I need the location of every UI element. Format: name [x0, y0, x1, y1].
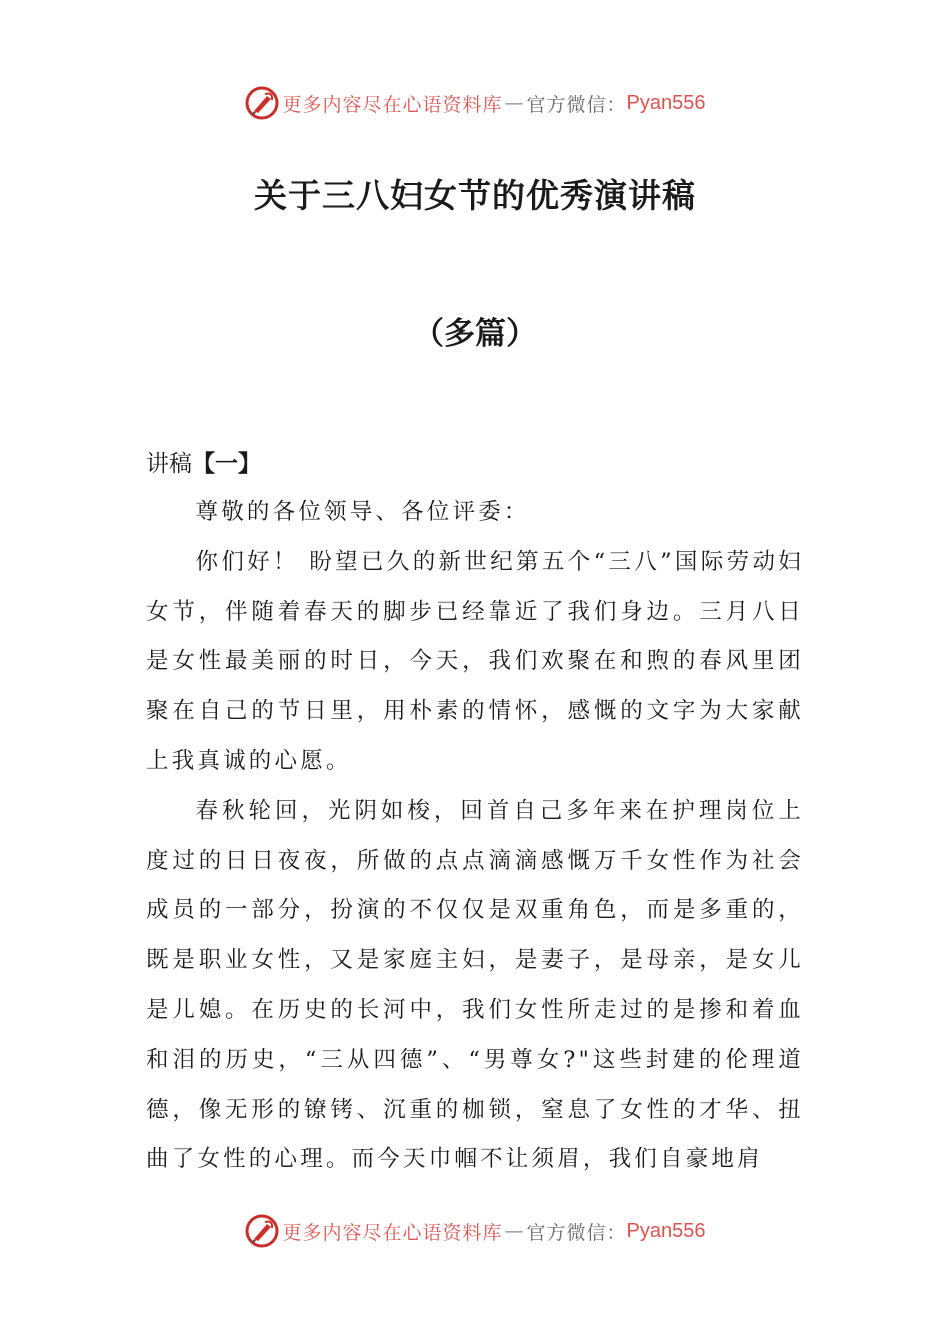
banner-dash: —: [504, 92, 525, 114]
brand-text: 更多内容尽在心语资料库: [282, 93, 503, 116]
document-title: 关于三八妇女节的优秀演讲稿: [254, 176, 696, 215]
section-number: 【一】: [192, 451, 261, 477]
body-paragraph: 你们好！ 盼望已久的新世纪第五个“三八”国际劳动妇女节，伴随着春天的脚步已经靠近了我们身边。三月八日是女性最美丽的时日，今天，我们欢聚在和煦的春风里团聚在自己的节日里，用朴素的情怀，感慨的文字为大家献上我真诚的心愿。: [146, 548, 804, 774]
salutation-paragraph: 尊敬的各位领导、各位评委：: [195, 499, 530, 525]
section-label: 讲稿: [146, 451, 192, 477]
body-paragraph: 春秋轮回，光阴如梭，回首自己多年来在护理岗位上度过的日日夜夜，所做的点点滴滴感慨万千女性作为社会成员的一部分，扮演的不仅仅是双重角色，而是多重的，既是职业女性，又是家庭主妇，是妻子，是母亲，是女儿是儿媳。在历史的长河中，我们女性所走过的是掺和着血和泪的历史，“三从四德”、“男尊女?"这些封建的伦理道德，像无形的镣铐、沉重的枷锁，窒息了女性的才华、扭曲了女性的心理。而今天巾帼不让须眉，我们自豪地肩: [146, 797, 804, 1173]
brand-text: 更多内容尽在心语资料库: [282, 1221, 503, 1244]
section-heading: [146, 445, 261, 478]
header-watermark-banner: [0, 83, 950, 123]
pen-logo-icon: [245, 86, 279, 120]
pen-logo-icon: [245, 1214, 279, 1248]
wechat-id: Pyan556: [626, 91, 706, 114]
wechat-label: 官方微信：: [526, 93, 627, 116]
banner-dash: —: [504, 1220, 525, 1242]
document-subtitle: （多篇）: [413, 316, 537, 352]
footer-watermark-banner: [0, 1211, 950, 1251]
wechat-label: 官方微信：: [526, 1221, 627, 1244]
speech-body: [146, 488, 804, 1185]
wechat-id: Pyan556: [626, 1219, 706, 1242]
